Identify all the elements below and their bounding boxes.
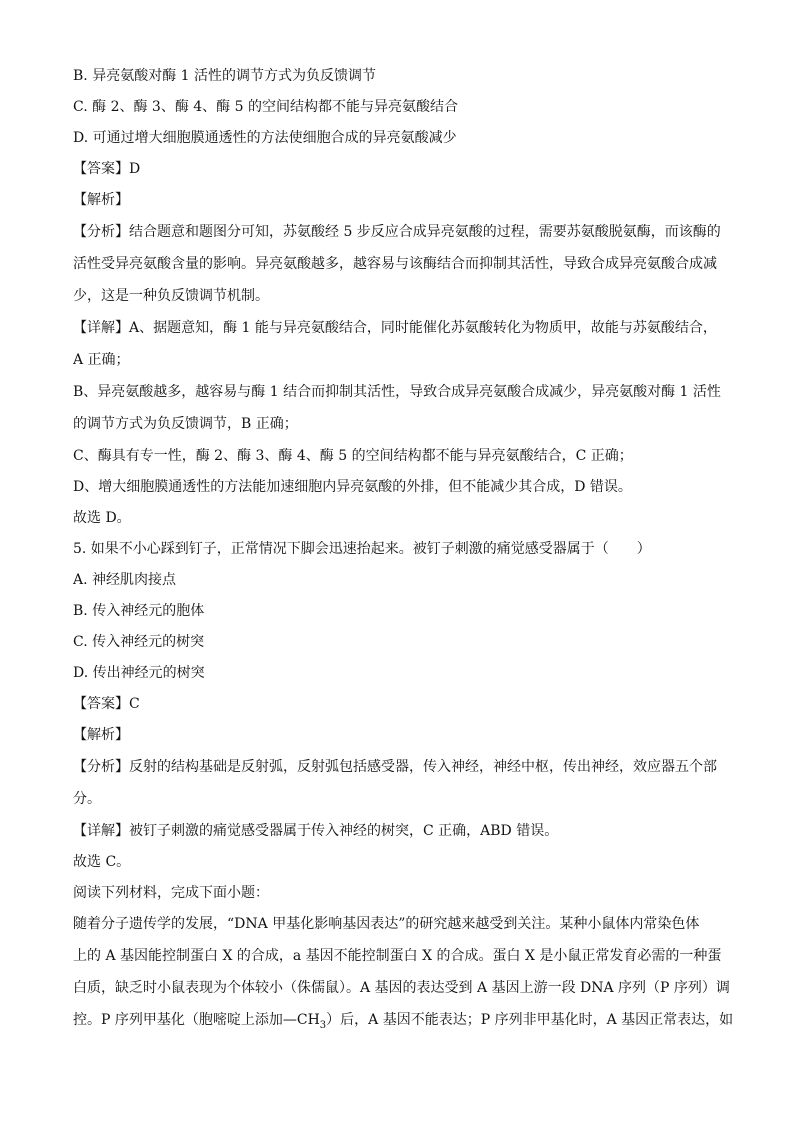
reading-instruction: 阅读下列材料，完成下面小题： xyxy=(73,885,269,901)
question-5-stem: 5. 如果不小心踩到钉子，正常情况下脚会迅速抬起来。被钉子刺激的痛觉感受器属于（ ） xyxy=(73,541,651,557)
analysis-label: 【解析】 xyxy=(73,192,129,208)
analysis-paragraph-line: 少，这是一种负反馈调节机制。 xyxy=(73,288,269,304)
option-d: D. 可通过增大细胞膜通透性的方法使细胞合成的异亮氨酸减少 xyxy=(73,130,457,146)
material-paragraph-line: 上的 A 基因能控制蛋白 X 的合成，a 基因不能控制蛋白 X 的合成。蛋白 X 是小鼠正常发育必需的一种蛋 xyxy=(73,948,722,964)
answer-label: 【答案】D xyxy=(73,161,141,177)
analysis-paragraph-line: 分。 xyxy=(73,791,101,807)
detail-paragraph-line: C、酶具有专一性，酶 2、酶 3、酶 4、酶 5 的空间结构都不能与异亮氨酸结合，C 正确； xyxy=(73,448,633,464)
detail-paragraph-line: A 正确； xyxy=(73,352,130,368)
material-text: 控。P 序列甲基化（胞嘧啶上添加—CH xyxy=(73,1012,320,1028)
answer-label: 【答案】C xyxy=(73,696,140,712)
detail-paragraph-line: 【详解】被钉子刺激的痛觉感受器属于传入神经的树突，C 正确，ABD 错误。 xyxy=(73,823,559,839)
analysis-paragraph-line: 【分析】结合题意和题图分可知，苏氨酸经 5 步反应合成异亮氨酸的过程，需要苏氨酸脱氨酶，而该酶的 xyxy=(73,224,721,240)
analysis-paragraph-line: 活性受异亮氨酸含量的影响。异亮氨酸越多，越容易与该酶结合而抑制其活性，导致合成异亮氨酸合成减 xyxy=(73,256,717,272)
option-d: D. 传出神经元的树突 xyxy=(73,665,205,681)
material-paragraph-line: 随着分子遗传学的发展，“DNA 甲基化影响基因表达”的研究越来越受到关注。某种小鼠体内常染色体 xyxy=(73,916,700,932)
detail-paragraph-line: D、增大细胞膜通透性的方法能加速细胞内异亮氨酸的外排，但不能减少其合成，D 错误。 xyxy=(73,479,632,495)
detail-paragraph-line: B、异亮氨酸越多，越容易与酶 1 结合而抑制其活性，导致合成异亮氨酸合成减少，异亮氨酸对酶 1 活性 xyxy=(73,384,721,400)
conclusion-line: 故选 D。 xyxy=(73,510,131,526)
detail-paragraph-line: 的调节方式为负反馈调节，B 正确； xyxy=(73,416,298,432)
subscript-text: 3 xyxy=(319,1019,327,1030)
conclusion-line: 故选 C。 xyxy=(73,854,131,870)
analysis-paragraph-line: 【分析】反射的结构基础是反射弧，反射弧包括感受器，传入神经，神经中枢，传出神经，效应器五个部 xyxy=(73,759,717,775)
analysis-label: 【解析】 xyxy=(73,727,129,743)
material-paragraph-line xyxy=(73,1010,733,1030)
detail-paragraph-line: 【详解】A、据题意知，酶 1 能与异亮氨酸结合，同时能催化苏氨酸转化为物质甲，故能与苏氨酸结合， xyxy=(73,320,717,336)
option-c: C. 酶 2、酶 3、酶 4、酶 5 的空间结构都不能与异亮氨酸结合 xyxy=(73,99,458,115)
option-b: B. 异亮氨酸对酶 1 活性的调节方式为负反馈调节 xyxy=(73,68,376,84)
option-a: A. 神经肌肉接点 xyxy=(73,572,177,588)
option-c: C. 传入神经元的树突 xyxy=(73,634,205,650)
material-text: ）后，A 基因不能表达；P 序列非甲基化时，A 基因正常表达，如 xyxy=(326,1012,733,1028)
option-b: B. 传入神经元的胞体 xyxy=(73,603,205,619)
material-paragraph-line: 白质，缺乏时小鼠表现为个体较小（侏儒鼠）。A 基因的表达受到 A 基因上游一段 DNA 序列（P 序列）调 xyxy=(73,980,730,996)
